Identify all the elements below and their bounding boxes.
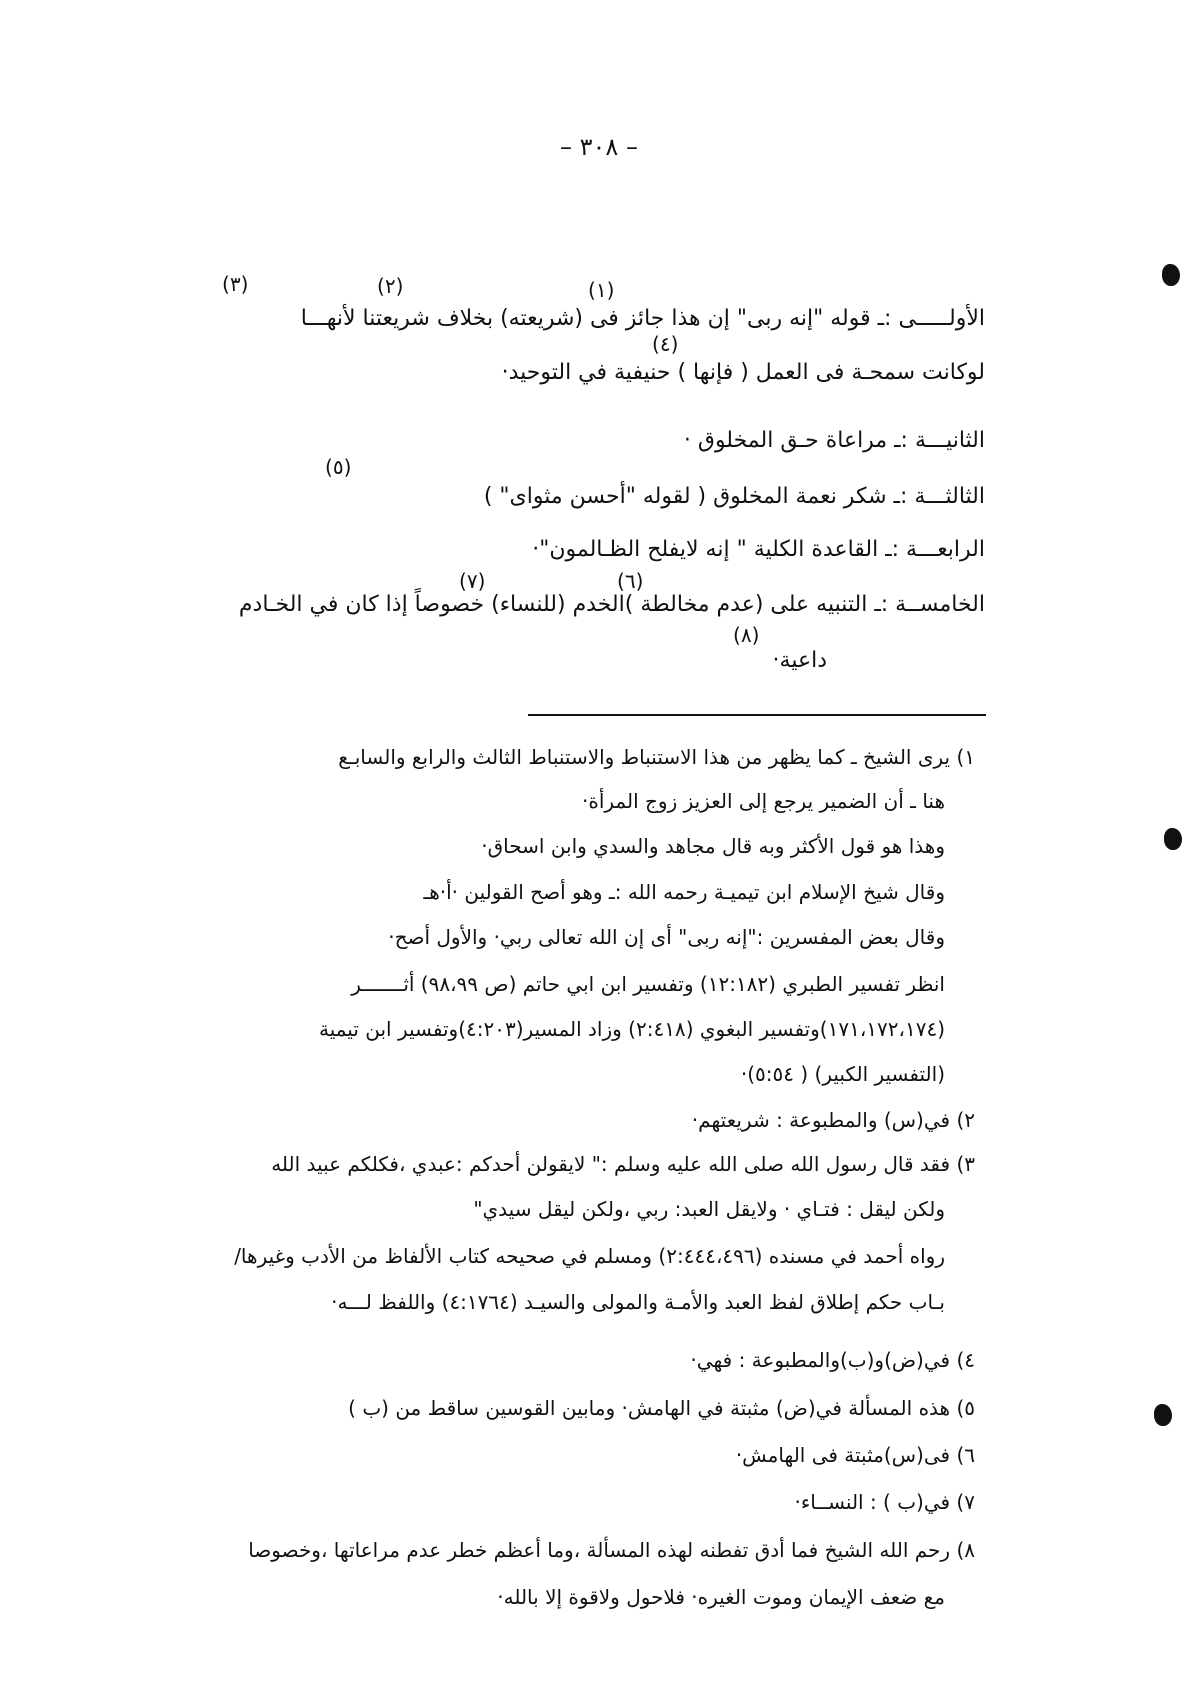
footnote-line: انظر تفسير الطبري (١٢:١٨٢) وتفسير ابن ابي حاتم (ص ٩٨،٩٩) أثـــــــر [351, 972, 945, 996]
footnote-line: ولكن ليقل : فتـاي · ولايقل العبد: ربي ،ولكن ليقل سيدي" [473, 1197, 945, 1221]
footnote-separator [528, 714, 986, 716]
ref-marker-5: (٥) [325, 455, 352, 479]
footnote-line: (التفسير الكبير) ( ٥:٥٤)· [740, 1062, 945, 1086]
ref-marker-7: (٧) [459, 569, 486, 593]
footnote-line: وقال بعض المفسرين :"إنه ربى" أى إن الله تعالى ربي· والأول أصح· [388, 925, 945, 949]
footnote-line: وهذا هو قول الأكثر وبه قال مجاهد والسدي وابن اسحاق· [481, 834, 945, 858]
main-line-4: الثالثـــة :ـ شكر نعمة المخلوق ( لقوله "أحسن مثواى" ) [483, 484, 985, 509]
binding-hole-mark [1154, 1404, 1172, 1426]
footnote-line: مع ضعف الإيمان وموت الغيره· فلاحول ولاقوة إلا بالله· [497, 1585, 945, 1609]
page-number: – ٣٠٨ – [560, 133, 638, 161]
ref-marker-2: (٢) [377, 274, 404, 298]
binding-hole-mark [1162, 264, 1180, 286]
footnote-line: ٣) فقد قال رسول الله صلى الله عليه وسلم :" لايقولن أحدكم :عبدي ،فكلكم عبيد الله [271, 1152, 975, 1176]
footnote-line: وقال شيخ الإسلام ابن تيميـة رحمه الله :ـ وهو أصح القولين ·أ·هـ [423, 880, 945, 904]
footnote-line: ٨) رحم الله الشيخ فما أدق تفطنه لهذه المسألة ،وما أعظم خطر عدم مراعاتها ،وخصوصا [248, 1538, 975, 1562]
binding-hole-mark [1164, 828, 1182, 850]
footnote-line: بـاب حكم إطلاق لفظ العبد والأمـة والمولى والسيـد (٤:١٧٦٤) واللفظ لـــه· [331, 1290, 945, 1314]
ref-marker-3: (٣) [222, 272, 249, 296]
footnote-line: رواه أحمد في مسنده (٢:٤٤٤،٤٩٦) ومسلم في صحيحه كتاب الألفاظ من الأدب وغيرها/ [234, 1244, 945, 1268]
main-line-7: داعية· [772, 648, 827, 673]
main-line-2: لوكانت سمحـة فى العمل ( فإنها ) حنيفية في التوحيد· [501, 360, 985, 385]
main-line-5: الرابعـــة :ـ القاعدة الكلية " إنه لايفلح الظـالمون"· [532, 537, 985, 562]
ref-marker-8: (٨) [733, 623, 760, 647]
footnote-line: هنا ـ أن الضمير يرجع إلى العزيز زوج المرأة· [582, 789, 945, 813]
footnote-line: ٥) هذه المسألة في(ض) مثبتة في الهامش· ومابين القوسين ساقط من (ب ) [348, 1396, 975, 1420]
main-line-6: الخامســة :ـ التنبيه على (عدم مخالطة )الخدم (للنساء) خصوصاً إذا كان في الخـادم [238, 592, 985, 617]
footnote-line: ٧) في(ب ) : النســاء· [794, 1490, 975, 1514]
footnote-line: ٦) فى(س)مثبتة فى الهامش· [735, 1443, 975, 1467]
ref-marker-6: (٦) [617, 569, 644, 593]
footnote-line: ٤) في(ض)و(ب)والمطبوعة : فهي· [690, 1348, 975, 1372]
footnote-line: ٢) في(س) والمطبوعة : شريعتهم· [691, 1108, 975, 1132]
main-line-1: الأولـــــى :ـ قوله "إنه ربى" إن هذا جائز فى (شريعته) بخلاف شريعتنا لأنهـــا [300, 306, 985, 331]
footnote-line: ١) يرى الشيخ ـ كما يظهر من هذا الاستنباط والاستنباط الثالث والرابع والسابـع [338, 745, 975, 769]
ref-marker-4: (٤) [652, 332, 679, 356]
ref-marker-1: (١) [588, 278, 615, 302]
footnote-line: (١٧١،١٧٢،١٧٤)وتفسير البغوي (٢:٤١٨) وزاد المسير(٤:٢٠٣)وتفسير ابن تيمية [318, 1017, 945, 1041]
main-line-3: الثانيـــة :ـ مراعاة حـق المخلوق · [683, 428, 985, 453]
